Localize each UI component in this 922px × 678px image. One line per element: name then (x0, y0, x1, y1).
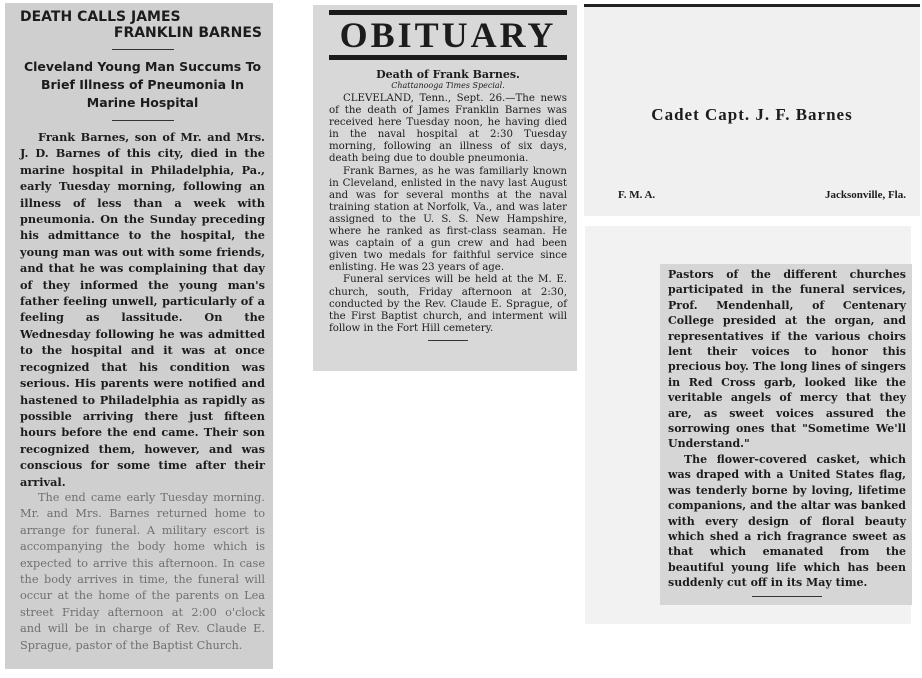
end-rule (752, 596, 822, 597)
obituary-headline: Death of Frank Barnes. (376, 68, 520, 81)
article-paragraph: The end came early Tuesday morning. Mr. and Mrs. Barnes returned home to arrange for funeral. A military escort is accompanying the body home which is expected to arrive this afternoon. In case the body arrives in time, the funeral will occur at the home of the parents on Lea street Friday afternoon at 2:00 o'clock and will be in charge of Rev. Claude E. Sprague, pastor of the Baptist Church. (20, 490, 265, 652)
article-paragraph: Frank Barnes, son of Mr. and Mrs. J. D. Barnes of this city, died in the marine hospital in Philadelphia, Pa., early Tuesday morning, following an illness of less than a week with pneumonia. On the Sunday preceding his admittance to the hospital, the young man was out with some friends, and that he was complaining that day of they informed the young man's father feeling unwell, particularly of a feeling as lassitude. On the Wednesday following he was admitted to the hospital and it was at once recognized that his condition was serious. His parents were notified and hastened to Philadelphia as rapidly as possible arriving there just fifteen hours before the end came. Their son recognized them, however, and was conscious for some time after their arrival. (20, 130, 265, 489)
article-paragraph: CLEVELAND, Tenn., Sept. 26.—The news of the death of James Franklin Barnes was received here Tuesday noon, he having died in the naval hospital at 2:30 Tuesday morning, following an illness of six days, death being due to double pneumonia. (329, 93, 567, 165)
end-rule (428, 340, 468, 341)
article-paragraph: Frank Barnes, as he was familiarly known in Cleveland, enlisted in the navy last August and was for several months at the naval training station at Norfolk, Va., and was later assigned to the U. S. S. New Hampshire, where he ranked as first-class seaman. He was captain of a gun crew and had been given two medals for faithful service since enlisting. He was 23 years of age. (329, 165, 567, 274)
article-paragraph: The flower-covered casket, which was draped with a United States flag, was tenderly borne by loving, lifetime companions, and the altar was banked with every design of floral beauty which shed a rich fragrance sweet as that which emanated from the beautiful young life which has been suddenly cut off in its May time. (668, 452, 906, 590)
article-paragraph: Funeral services will be held at the M. E. church, south, Friday afternoon at 2:30, conducted by the Rev. Claude E. Sprague, of the First Baptist church, and interment will follow in the Fort Hill cemetery. (329, 274, 567, 334)
calling-card (584, 4, 920, 216)
clipping-obituary (313, 5, 577, 371)
clipping-funeral (660, 264, 912, 605)
divider (112, 49, 174, 50)
article-paragraph: Pastors of the different churches participated in the funeral services, Prof. Mendenhall, of Centenary College presided at the organ, and representatives if the various choirs lent their voices to honor this precious boy. The long lines of singers in Red Cross garb, looked like the veritable angels of mercy that they are, as sweet voices assured the sorrowing ones that "Sometime We'll Understand." (668, 268, 906, 451)
clipping-death-calls (5, 3, 273, 669)
card-name: Cadet Capt. J. F. Barnes (651, 105, 853, 124)
divider (112, 120, 174, 121)
card-school: F. M. A. (618, 189, 656, 201)
headline-line-1: DEATH CALLS JAMES (20, 9, 181, 25)
byline: Chattanooga Times Special. (391, 81, 505, 90)
headline (20, 9, 265, 41)
masthead: OBITUARY (339, 15, 557, 55)
headline-line-2: FRANKLIN BARNES (113, 25, 262, 41)
masthead-rule (329, 55, 567, 60)
card-location: Jacksonville, Fla. (825, 189, 906, 201)
subheadline: Cleveland Young Man Succums To Brief Illness of Pneumonia In Marine Hospital (23, 59, 262, 110)
